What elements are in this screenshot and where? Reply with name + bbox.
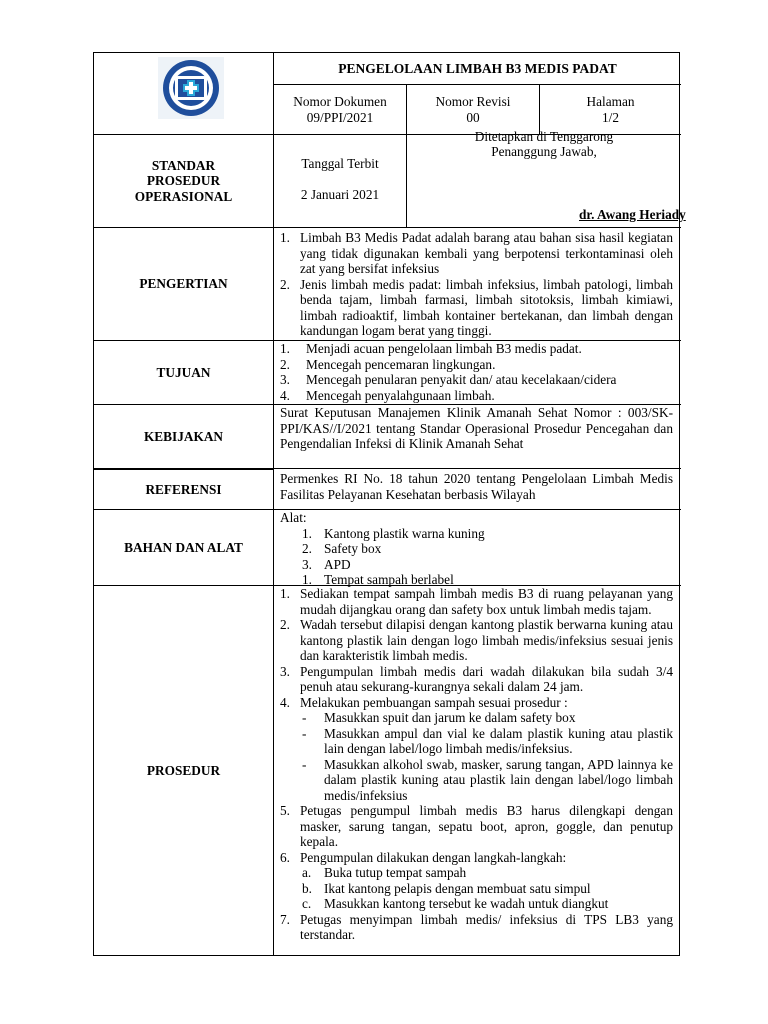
list-text: Kantong plastik warna kuning (324, 525, 485, 541)
list-item (280, 803, 673, 850)
page-cell (540, 85, 681, 135)
referensi-content (274, 469, 681, 510)
bahan-label: BAHAN DAN ALAT (94, 510, 274, 586)
sop-title-cell (94, 135, 274, 228)
list-item (280, 277, 673, 339)
list-number: 1. (280, 341, 290, 356)
kebijakan-label: KEBIJAKAN (94, 405, 274, 469)
kebijakan-text: Surat Keputusan Manajemen Klinik Amanah Sehat Nomor : 003/SK-PPI/KAS//I/2021 tentang Standar Operasional Prosedur Pencegahan dan Pengendalian Infeksi di Klinik Amanah Sehat (280, 405, 673, 451)
logo-cell (94, 53, 274, 135)
list-item (280, 664, 673, 695)
sub-list-text: Masukkan alkohol swab, masker, sarung tangan, APD lainnya ke dalam plastik kuning atau plastik lain dengan label/logo limbah medis/infeksius (324, 756, 673, 803)
revision-cell (407, 85, 540, 135)
list-text: Mencegah pencemaran lingkungan. (306, 356, 496, 372)
sub-list-text: Masukkan spuit dan jarum ke dalam safety box (324, 710, 576, 725)
list-item (280, 850, 673, 866)
list-text: Mencegah penularan penyakit dan/ atau kecelakaan/cidera (306, 372, 617, 387)
sub-list-marker: - (302, 710, 307, 725)
list-text: Pengumpulan limbah medis dari wadah dilakukan bila sudah 3/4 penuh atau sekurang-kurangnya sekali dalam 24 jam. (300, 663, 673, 694)
issue-date-cell (274, 135, 407, 228)
list-item (280, 912, 673, 943)
list-item (280, 341, 673, 357)
page-value: 1/2 (602, 109, 619, 125)
sub-list-text: Buka tutup tempat sampah (324, 865, 467, 880)
list-item (280, 617, 673, 664)
list-text: Pengumpulan dilakukan dengan langkah-langkah: (300, 849, 567, 865)
pengertian-label: PENGERTIAN (94, 228, 274, 341)
list-item (280, 388, 673, 404)
doc-number-label: Nomor Dokumen (293, 94, 387, 109)
list-text: Limbah B3 Medis Padat adalah barang atau bahan sisa hasil kegiatan yang tidak digunakan kembali yang berpotensi terkontaminasi oleh zat yang bersifat infeksius (300, 230, 673, 276)
list-item (280, 230, 673, 277)
list-text: Petugas menyimpan limbah medis/ infeksius di TPS LB3 yang terstandar. (300, 911, 673, 942)
list-number: 7. (280, 911, 290, 927)
list-item (280, 557, 673, 573)
tujuan-content (274, 341, 681, 405)
list-item (280, 541, 673, 557)
referensi-label: REFERENSI (94, 469, 274, 510)
list-number: 4. (280, 694, 290, 710)
sub-list-marker: - (302, 756, 307, 772)
list-number: 1. (302, 525, 312, 541)
list-item (280, 357, 673, 373)
revision-value: 00 (466, 109, 480, 125)
sub-list-text: Ikat kantong pelapis dengan membuat satu simpul (324, 880, 591, 896)
list-number: 2. (280, 276, 290, 292)
list-number: 5. (280, 803, 290, 818)
list-text: APD (324, 556, 351, 572)
list-text: Menjadi acuan pengelolaan limbah B3 medis padat. (306, 341, 582, 356)
set-place: Ditetapkan di Tenggarong (474, 129, 614, 144)
list-number: 2. (302, 541, 312, 556)
sop-title-line: PROSEDUR (146, 173, 221, 189)
sub-list-text: Masukkan kantong tersebut ke wadah untuk diangkut (324, 896, 609, 911)
list-number: 3. (302, 556, 312, 572)
list-item (280, 586, 673, 617)
list-number: 2. (280, 356, 290, 372)
list-number: 1. (280, 230, 290, 245)
list-number: 2. (280, 617, 290, 632)
list-item (280, 372, 673, 388)
bahan-intro: Alat: (280, 510, 307, 525)
list-text: Tempat sampah berlabel (324, 572, 454, 587)
revision-label: Nomor Revisi (435, 94, 511, 109)
list-text: Jenis limbah medis padat: limbah infeksius, limbah patologi, limbah benda tajam, limbah farmasi, limbah sitotoksis, limbah kimiawi, limbah radioaktif, limbah kontainer bertekanan, dan limbah dengan kandungan logam berat yang tinggi. (300, 276, 673, 338)
list-number: 3. (280, 663, 290, 679)
list-item (280, 695, 673, 711)
list-text: Melakukan pembuangan sampah sesuai prosedur : (300, 694, 568, 710)
list-text: Safety box (324, 541, 382, 556)
doc-number-value: 09/PPI/2021 (306, 109, 374, 125)
prosedur-label: PROSEDUR (94, 586, 274, 955)
prosedur-content (274, 586, 681, 955)
sub-list-item (280, 881, 673, 897)
sub-list-item (280, 757, 673, 804)
sub-list-item (280, 865, 673, 881)
sop-title-line: STANDAR (151, 157, 216, 173)
responsible-label: Penanggung Jawab, (491, 144, 597, 159)
page-label: Halaman (586, 94, 635, 109)
list-text: Wadah tersebut dilapisi dengan kantong plastik berwarna kuning atau kantong plastik lain dengan logo limbah medis/infeksius sesuai jenis dan karakteristik limbah medis. (300, 617, 673, 663)
list-text: Mencegah penyalahgunaan limbah. (306, 387, 495, 403)
signer-name: dr. Awang Heriady (579, 207, 686, 222)
list-number: 1. (302, 572, 312, 587)
list-text: Sediakan tempat sampah limbah medis B3 di ruang pelayanan yang mudah dijangkau orang dan safety box untuk limbah medis tajam. (300, 586, 673, 617)
document-title: PENGELOLAAN LIMBAH B3 MEDIS PADAT (274, 53, 681, 85)
issue-date-value: 2 Januari 2021 (300, 187, 380, 202)
kebijakan-content (274, 405, 681, 469)
approval-cell (407, 129, 686, 228)
sop-document (93, 52, 686, 956)
list-text: Petugas pengumpul limbah medis B3 harus dilengkapi dengan masker, sarung tangan, sepatu boot, apron, goggle, dan penutup kepala. (300, 803, 673, 849)
bahan-content (274, 510, 681, 586)
list-item (280, 526, 673, 542)
sub-list-marker: c. (302, 896, 312, 911)
sub-list-marker: - (302, 725, 307, 741)
list-number: 3. (280, 372, 290, 387)
doc-number-cell (274, 85, 407, 135)
list-number: 1. (280, 586, 290, 601)
clinic-logo-icon (158, 57, 224, 119)
issue-date-label: Tanggal Terbit (301, 156, 379, 171)
pengertian-content (274, 228, 681, 341)
tujuan-label: TUJUAN (94, 341, 274, 405)
sub-list-marker: b. (302, 880, 312, 896)
referensi-text: Permenkes RI No. 18 tahun 2020 tentang Pengelolaan Limbah Medis Fasilitas Pelayanan Kesehatan berbasis Wilayah (280, 471, 673, 502)
sop-title-line: OPERASIONAL (134, 188, 233, 204)
sub-list-item (280, 726, 673, 757)
sub-list-item (280, 896, 673, 912)
sub-list-item (280, 710, 673, 726)
list-number: 6. (280, 849, 290, 865)
sub-list-marker: a. (302, 865, 312, 880)
list-number: 4. (280, 387, 290, 403)
sub-list-text: Masukkan ampul dan vial ke dalam plastik kuning atau plastik lain dengan label/logo limbah medis/infeksius. (324, 725, 673, 756)
